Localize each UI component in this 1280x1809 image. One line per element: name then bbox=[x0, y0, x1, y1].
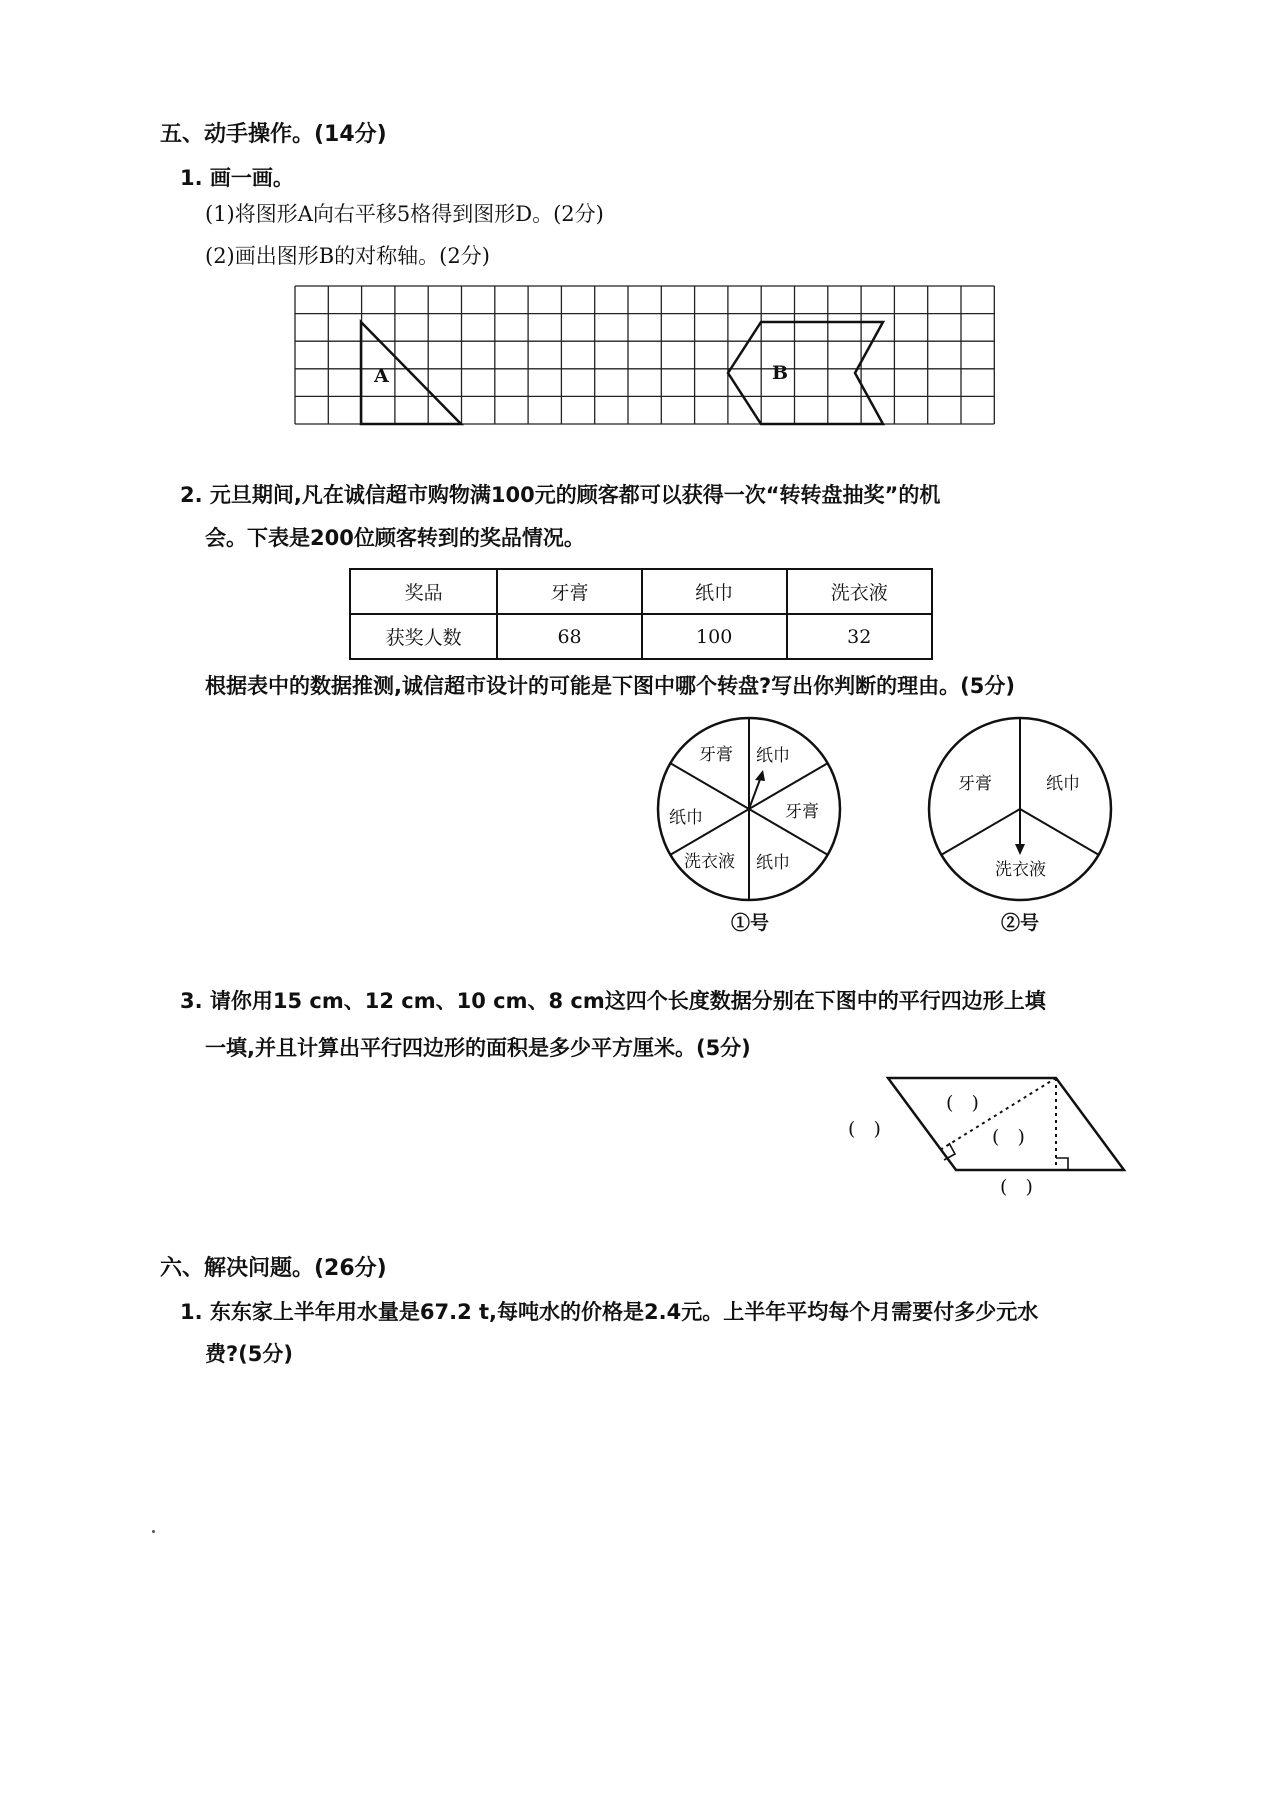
q1-sub1: (1)将图形A向右平移5格得到图形D。(2分) bbox=[205, 202, 604, 226]
table-cell: 68 bbox=[497, 614, 641, 659]
spinner-2-sector: 牙膏 bbox=[958, 774, 992, 794]
spinner-2-sector: 洗衣液 bbox=[995, 860, 1046, 880]
section-5-title: 五、动手操作。(14分) bbox=[160, 122, 387, 147]
stray-dot bbox=[152, 1530, 155, 1533]
table-cell: 32 bbox=[787, 614, 932, 659]
spinner-1-label: ①号 bbox=[731, 912, 770, 934]
section-6-title: 六、解决问题。(26分) bbox=[160, 1256, 387, 1281]
spinner-1-sector: 牙膏 bbox=[785, 802, 819, 822]
spinner-1-sector: 牙膏 bbox=[699, 745, 733, 765]
blank-height[interactable]: ( ) bbox=[992, 1126, 1025, 1148]
table-row bbox=[350, 614, 932, 659]
table-cell: 纸巾 bbox=[642, 569, 787, 614]
table-cell: 牙膏 bbox=[497, 569, 641, 614]
q2-line2: 会。下表是200位顾客转到的奖品情况。 bbox=[205, 526, 585, 550]
table-cell: 100 bbox=[642, 614, 787, 659]
label-b: B bbox=[772, 362, 789, 384]
spinner-2-sector: 纸巾 bbox=[1046, 774, 1080, 794]
blank-left-side[interactable]: ( ) bbox=[848, 1118, 881, 1140]
spinner-1-sector: 纸巾 bbox=[756, 746, 790, 766]
label-a: A bbox=[374, 365, 389, 387]
q1-title: 1. 画一画。 bbox=[180, 166, 294, 190]
s6-q1-line2: 费?(5分) bbox=[205, 1342, 293, 1366]
q3-line2: 一填,并且计算出平行四边形的面积是多少平方厘米。(5分) bbox=[205, 1036, 751, 1060]
q2-line1: 2. 元旦期间,凡在诚信超市购物满100元的顾客都可以获得一次“转转盘抽奖”的机 bbox=[180, 483, 941, 507]
prize-table bbox=[349, 568, 933, 660]
spinner-1-sector: 纸巾 bbox=[756, 853, 790, 873]
q1-sub2: (2)画出图形B的对称轴。(2分) bbox=[205, 244, 490, 268]
table-cell: 洗衣液 bbox=[787, 569, 932, 614]
table-header-row bbox=[350, 569, 932, 614]
q2-question: 根据表中的数据推测,诚信超市设计的可能是下图中哪个转盘?写出你判断的理由。(5分) bbox=[205, 674, 1015, 698]
shape-b bbox=[728, 322, 883, 424]
blank-base[interactable]: ( ) bbox=[1000, 1176, 1033, 1198]
spinner-1-sector: 纸巾 bbox=[669, 808, 703, 828]
table-cell: 获奖人数 bbox=[350, 614, 497, 659]
spinner-1-arrow bbox=[749, 774, 762, 809]
blank-diagonal[interactable]: ( ) bbox=[946, 1092, 979, 1114]
table-cell: 奖品 bbox=[350, 569, 497, 614]
spinner-2-label: ②号 bbox=[1001, 912, 1040, 934]
q3-line1: 3. 请你用15 cm、12 cm、10 cm、8 cm这四个长度数据分别在下图中的平行四边形上填 bbox=[180, 989, 1046, 1013]
spinner-1-sector: 洗衣液 bbox=[684, 852, 735, 872]
s6-q1-line1: 1. 东东家上半年用水量是67.2 t,每吨水的价格是2.4元。上半年平均每个月需要付多少元水 bbox=[180, 1300, 1039, 1324]
parallelogram bbox=[888, 1078, 1124, 1170]
